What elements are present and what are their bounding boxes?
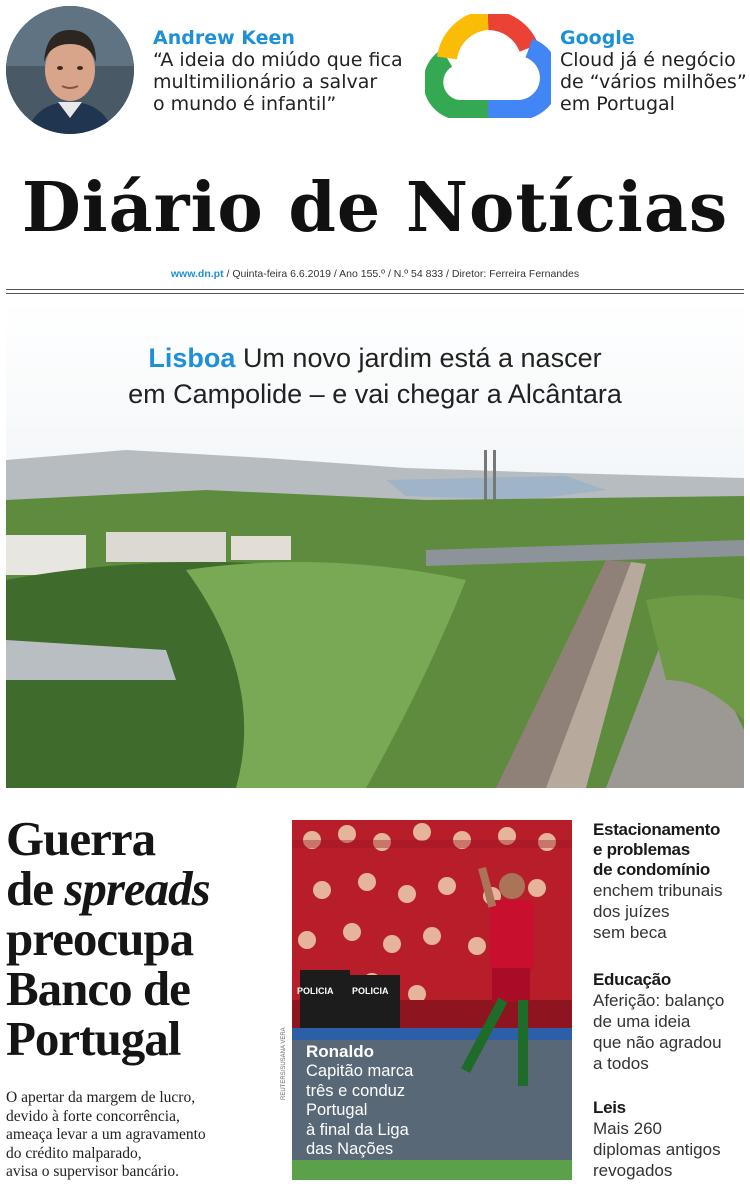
site-url-link[interactable]: www.dn.pt <box>170 268 224 280</box>
side-text: dos juízes <box>593 902 670 921</box>
side-text: que não agradou <box>593 1033 722 1052</box>
promo-text-line: Cloud já é negócio <box>560 49 736 71</box>
lead-summary-line: do crédito malparado, <box>6 1144 142 1162</box>
side-story-condominio[interactable] <box>593 820 745 943</box>
side-kicker: Estacionamento <box>593 820 721 839</box>
ronaldo-caption-kicker[interactable]: Ronaldo <box>306 1042 374 1061</box>
side-text: de uma ideia <box>593 1012 691 1031</box>
side-text: a todos <box>593 1054 649 1073</box>
google-cloud-logo-icon[interactable] <box>425 14 551 118</box>
promo-text-line: multimilionário a salvar <box>153 71 378 93</box>
lead-headline-word: de <box>6 861 65 916</box>
side-kicker: Educação <box>593 970 671 989</box>
hero-kicker: Lisboa <box>148 343 236 373</box>
promo-text-line: o mundo é infantil” <box>153 93 337 115</box>
photo-credit: REUTERS/SUSANA VERA <box>281 1027 287 1100</box>
side-kicker: e problemas <box>593 840 690 859</box>
masthead-rule-bottom <box>6 293 744 294</box>
side-story-leis[interactable] <box>593 1098 745 1181</box>
promo-text-line: em Portugal <box>560 93 675 115</box>
lead-headline-line <box>6 861 276 916</box>
lead-headline-italic: spreads <box>64 861 210 916</box>
caption-line: Portugal <box>306 1101 368 1119</box>
side-kicker: Leis <box>593 1098 626 1117</box>
side-text: Aferição: balanço <box>593 991 725 1010</box>
hero-headline-line2: em Campolide – e vai chegar a Alcântara <box>128 379 622 409</box>
promo-text-line: “A ideia do miúdo que fica <box>153 49 403 71</box>
lead-headline-line: preocupa <box>6 911 194 966</box>
side-kicker: de condomínio <box>593 860 710 879</box>
lead-headline[interactable] <box>6 811 276 1066</box>
side-text: enchem tribunais <box>593 881 723 900</box>
police-vest-label: POLICIA <box>297 986 334 996</box>
lead-summary-line: devido à forte concorrência, <box>6 1107 180 1125</box>
promo-andrew-keen[interactable] <box>153 27 413 115</box>
hero-headline-text: Um novo jardim está a nascer <box>242 343 602 373</box>
promo-kicker: Andrew Keen <box>153 27 295 49</box>
issue-meta: / Quinta-feira 6.6.2019 / Ano 155.º / N.º 54 833 / Diretor: Ferreira Fernandes <box>223 268 580 280</box>
caption-line: Capitão marca <box>306 1062 414 1080</box>
lead-summary-line: ameaça levar a um agravamento <box>6 1126 206 1143</box>
hero-headline[interactable] <box>0 340 750 412</box>
caption-line: à final da Liga <box>306 1120 409 1139</box>
promo-kicker: Google <box>560 27 635 49</box>
side-text: revogados <box>593 1161 673 1180</box>
caption-line: três e conduz <box>306 1081 406 1100</box>
lead-headline-line: Banco de <box>6 961 190 1016</box>
caption-line: das Nações <box>306 1140 394 1158</box>
lead-summary-line: avisa o supervisor bancário. <box>6 1163 180 1180</box>
promo-text-line: de “vários milhões” <box>560 71 747 93</box>
newspaper-masthead: Diário de Notícias <box>21 168 729 248</box>
lead-headline-line: Guerra <box>6 811 156 866</box>
hero-headline-line1 <box>0 340 750 376</box>
dateline <box>0 268 750 280</box>
promo-google-cloud[interactable] <box>560 27 750 115</box>
masthead-rule-top <box>6 289 744 290</box>
lead-summary-line: O apertar da margem de lucro, <box>6 1089 196 1106</box>
side-text: Mais 260 <box>593 1119 662 1138</box>
andrew-keen-portrait[interactable] <box>6 6 134 134</box>
side-text: sem beca <box>593 923 667 942</box>
ronaldo-caption[interactable] <box>306 1062 456 1160</box>
police-vest-label: POLICIA <box>352 986 389 996</box>
lead-summary <box>6 1089 276 1182</box>
side-story-educacao[interactable] <box>593 970 745 1074</box>
lead-headline-line: Portugal <box>6 1011 181 1066</box>
side-text: diplomas antigos <box>593 1140 721 1159</box>
